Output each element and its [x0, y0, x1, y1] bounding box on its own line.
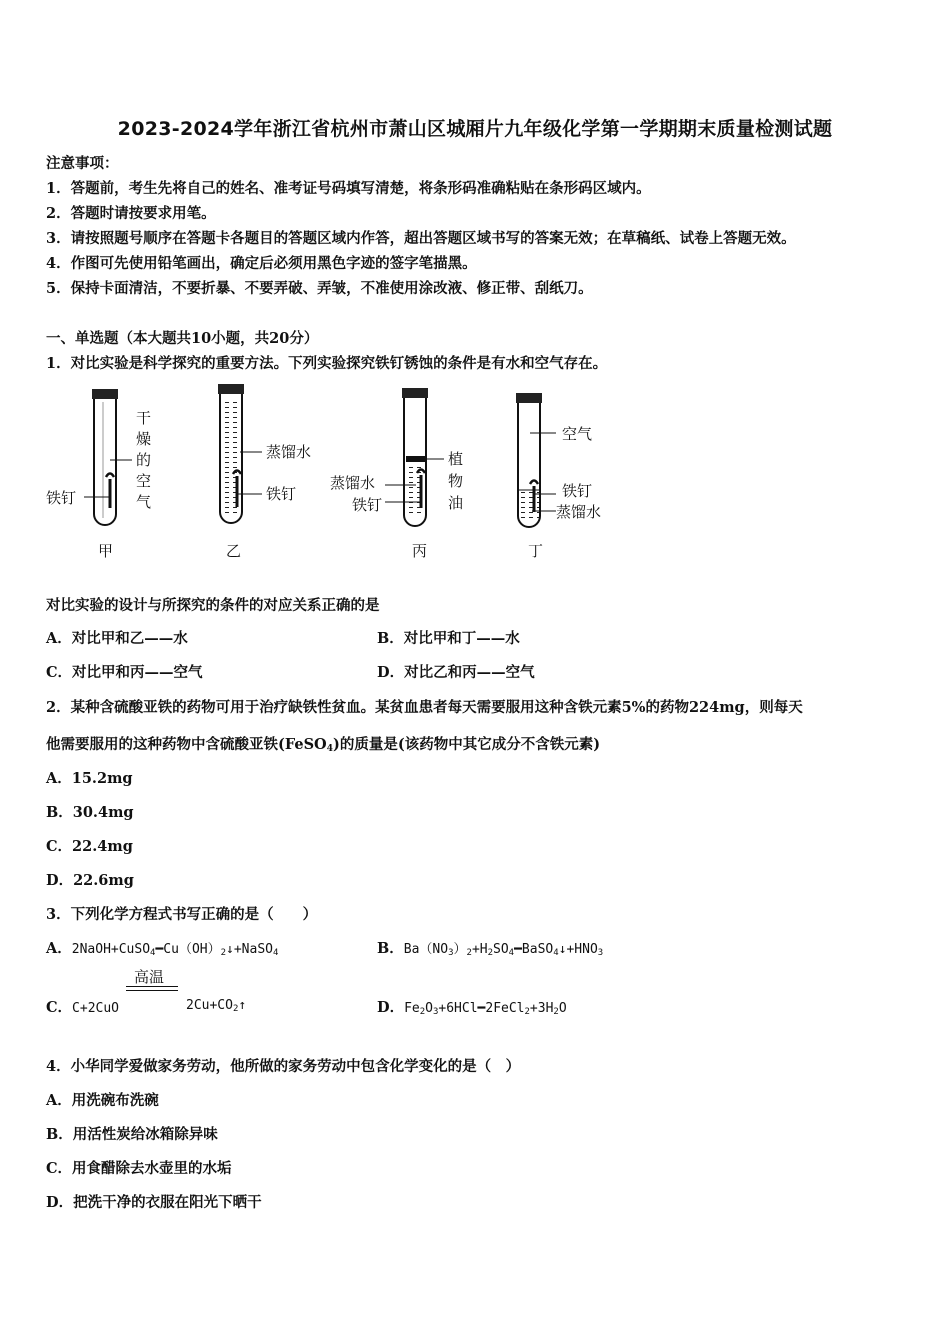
notice-heading: 注意事项： — [46, 155, 119, 172]
q4-option-b: B．用活性炭给冰箱除异味 — [46, 1126, 218, 1143]
label-nail-c: 铁钉 — [352, 496, 383, 514]
label-dry-air-2: 燥 — [136, 430, 152, 448]
question-3-stem: 3．下列化学方程式书写正确的是（ ） — [46, 906, 318, 923]
tube-name-c: 丙 — [412, 542, 428, 560]
notice-item: 4．作图可先使用铅笔画出，确定后必须用黑色字迹的签字笔描黑。 — [46, 255, 477, 272]
reaction-bar-bottom — [126, 990, 178, 991]
q3-option-a: A．$2NaOH+CuSO_4━Cu(OH)_2↓+NaSO_4$ — [46, 940, 279, 958]
q2-option-b: B．30.4mg — [46, 804, 134, 821]
notice-item: 5．保持卡面清洁，不要折暴、不要弄破、弄皱，不准使用涂改液、修正带、刮纸刀。 — [46, 280, 593, 297]
section-heading: 一、单选题（本大题共10小题，共20分） — [46, 330, 319, 347]
q3-option-c: C．C+2CuO — [46, 999, 120, 1016]
q1-option-c: C．对比甲和丙——空气 — [46, 664, 203, 681]
q3-option-b: B．$Ba(NO_3)_2+H_2SO_4━BaSO_4↓+HNO_3$ — [377, 940, 604, 958]
label-dry-air-3: 的 — [136, 451, 152, 469]
q1-option-a: A．对比甲和乙——水 — [46, 630, 188, 647]
label-water-b: 蒸馏水 — [266, 443, 312, 461]
q4-option-c: C．用食醋除去水壶里的水垢 — [46, 1160, 232, 1177]
label-oil-2: 物 — [448, 472, 464, 490]
label-oil-3: 油 — [448, 494, 464, 512]
notice-item: 2．答题时请按要求用笔。 — [46, 205, 216, 222]
test-tube-d — [516, 393, 601, 560]
question-1-stem: 1．对比实验是科学探究的重要方法。下列实验探究铁钉锈蚀的条件是有水和空气存在。 — [46, 355, 608, 372]
label-dry-air-5: 气 — [136, 493, 152, 511]
label-dry-air-1: 干 — [136, 409, 152, 427]
notice-item: 3．请按照题号顺序在答题卡各题目的答题区域内作答，超出答题区域书写的答案无效；在草稿纸、试卷上答题无效。 — [46, 230, 796, 247]
q1-option-b: B．对比甲和丁——水 — [377, 630, 520, 647]
iron-nail-rust-figure — [40, 380, 660, 565]
label-nail-d: 铁钉 — [562, 482, 593, 500]
q1-option-d: D．对比乙和丙——空气 — [377, 664, 535, 681]
q2-option-d: D．22.6mg — [46, 872, 134, 889]
q2-option-c: C．22.4mg — [46, 838, 133, 855]
q4-option-d: D．把洗干净的衣服在阳光下晒干 — [46, 1194, 262, 1211]
label-water-c: 蒸馏水 — [330, 474, 376, 492]
question-4-stem: 4．小华同学爱做家务劳动，他所做的家务劳动中包含化学变化的是（ ） — [46, 1058, 521, 1075]
q3-option-d: D．$Fe_2O_3+6HCl━2FeCl_2+3H_2O$ — [377, 999, 567, 1017]
label-nail-b: 铁钉 — [266, 485, 297, 503]
q3-c-condition: 高温 — [134, 968, 165, 986]
tube-name-a: 甲 — [98, 542, 114, 560]
label-water-d: 蒸馏水 — [556, 503, 602, 521]
q4-option-a: A．用洗碗布洗碗 — [46, 1092, 159, 1109]
question-2-stem-line2: 他需要服用的这种药物中含硫酸亚铁(FeSO$_4$)的质量是(该药物中其它成分不含铁元素) — [46, 736, 601, 754]
test-tube-b — [218, 384, 311, 560]
reaction-bar-top — [126, 986, 178, 987]
test-tube-c — [330, 388, 463, 560]
label-oil-1: 植 — [448, 450, 464, 468]
tube-name-d: 丁 — [528, 542, 544, 560]
q2-option-a: A．15.2mg — [46, 770, 133, 787]
test-tube-a — [46, 389, 151, 560]
page-title: 2023-2024学年浙江省杭州市萧山区城厢片九年级化学第一学期期末质量检测试题 — [117, 118, 833, 140]
q3-option-c-product: $2Cu+CO_2↑$ — [186, 998, 247, 1014]
notice-item: 1．答题前，考生先将自己的姓名、准考证号码填写清楚，将条形码准确粘贴在条形码区域内。 — [46, 180, 651, 197]
question-2-stem-line1: 2．某种含硫酸亚铁的药物可用于治疗缺铁性贫血。某贫血患者每天需要服用这种含铁元素5%的药物224mg，则每天 — [46, 699, 803, 716]
label-dry-air-4: 空 — [136, 472, 152, 490]
label-air-d: 空气 — [562, 425, 593, 443]
label-nail-a: 铁钉 — [46, 489, 77, 507]
question-1-prompt: 对比实验的设计与所探究的条件的对应关系正确的是 — [46, 597, 380, 614]
tube-name-b: 乙 — [226, 542, 242, 560]
